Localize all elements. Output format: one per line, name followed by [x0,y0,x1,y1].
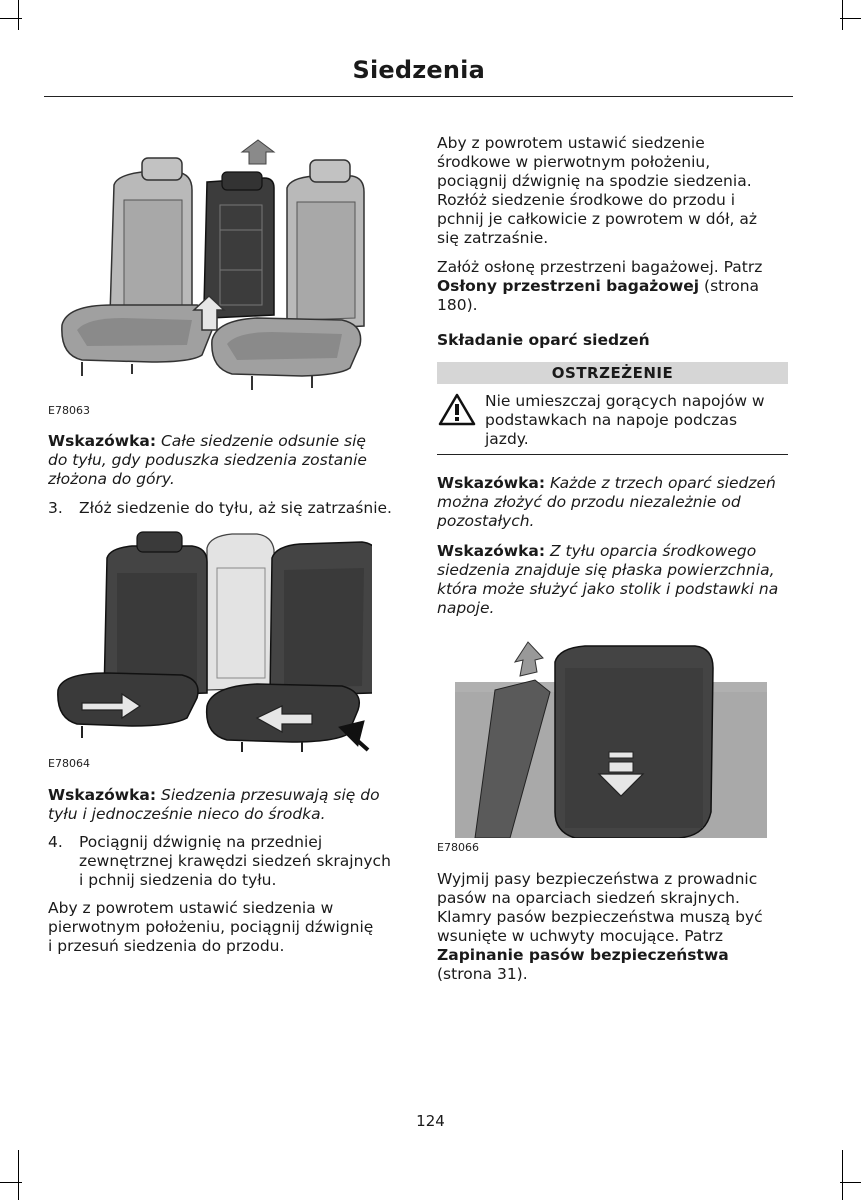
right-paragraph-1-line3: pociągnij dźwignię na spodzie siedzenia. [437,172,752,190]
figure-seats-slide-back [52,528,372,756]
right-paragraph-2 [437,258,797,315]
note-3-prefix: Wskazówka: [437,474,546,492]
warning-triangle-icon [438,393,476,427]
note-1-line1: Całe siedzenie odsunie się [156,432,366,450]
figure-label-2: E78064 [48,757,90,770]
right-paragraph-3-line2: pasów na oparciach siedzeń skrajnych. [437,889,740,907]
right-paragraph-3 [437,870,797,984]
crop-mark-bottom-right-v [842,1150,843,1200]
list-item-3-number: 3. [48,499,63,517]
warning-text [485,392,790,449]
note-3-line1: Każde z trzech oparć siedzeń [545,474,776,492]
note-4-line2: siedzenia znajduje się płaska powierzchnia, [437,561,775,579]
crop-mark-bottom-right-h [840,1182,861,1183]
right-paragraph-3-line6: (strona 31). [437,965,528,983]
warning-line3: jazdy. [485,430,529,448]
note-3-line3: pozostałych. [437,512,535,530]
figure-label-3: E78066 [437,841,479,854]
note-2-prefix: Wskazówka: [48,786,157,804]
left-paragraph-1-line1: Aby z powrotem ustawić siedzenia w [48,899,334,917]
right-paragraph-1-line2: środkowe w pierwotnym położeniu, [437,153,711,171]
warning-line1: Nie umieszczaj gorących napojów w [485,392,765,410]
note-4-line4: napoje. [437,599,495,617]
crop-mark-top-left-h [0,18,22,19]
right-paragraph-1 [437,134,797,248]
note-4-line3: która może służyć jako stolik i podstawki na [437,580,779,598]
note-3 [437,474,797,531]
note-2-line2: tyłu i jednocześnie nieco do środka. [48,805,326,823]
figure-headrest-seatbelt [455,632,767,838]
crop-mark-bottom-left-v [18,1150,19,1200]
right-paragraph-3-line4: wsunięte w uchwyty mocujące. Patrz [437,927,723,945]
list-item-3 [48,499,408,519]
list-item-3-text: Złóż siedzenie do tyłu, aż się zatrzaśnie. [79,499,392,517]
list-item-4-line1: Pociągnij dźwignię na przedniej [79,833,323,851]
page-title: Siedzenia [352,56,485,84]
warning-divider [437,454,788,455]
note-2-line1: Siedzenia przesuwają się do [156,786,380,804]
right-paragraph-1-line6: się zatrzaśnie. [437,229,549,247]
list-item-4-line3: i pchnij siedzenia do tyłu. [79,871,277,889]
warning-title: OSTRZEŻENIE [437,362,788,384]
crop-mark-top-left-v [18,0,19,30]
note-3-line2: można złożyć do przodu niezależnie od [437,493,741,511]
right-paragraph-2-line1: Załóż osłonę przestrzeni bagażowej. Patrz [437,258,763,276]
list-item-4-number: 4. [48,833,63,851]
cargo-cover-link[interactable]: Osłony przestrzeni bagażowej [437,277,700,295]
warning-line2: podstawkach na napoje podczas [485,411,738,429]
right-paragraph-2-after: (strona [699,277,760,295]
right-paragraph-3-line3: Klamry pasów bezpieczeństwa muszą być [437,908,763,926]
crop-mark-top-right-v [842,0,843,30]
note-2 [48,786,408,824]
left-paragraph-1 [48,899,408,956]
note-4-prefix: Wskazówka: [437,542,546,560]
list-item-4-line2: zewnętrznej krawędzi siedzeń skrajnych [79,852,391,870]
right-paragraph-1-line1: Aby z powrotem ustawić siedzenie [437,134,705,152]
figure-seats-cushion-up [52,130,407,402]
figure-label-1: E78063 [48,404,90,417]
seatbelt-link[interactable]: Zapinanie pasów bezpieczeństwa [437,946,729,964]
left-paragraph-1-line3: i przesuń siedzenia do przodu. [48,937,285,955]
right-paragraph-2-line3: 180). [437,296,478,314]
right-paragraph-3-line1: Wyjmij pasy bezpieczeństwa z prowadnic [437,870,758,888]
note-1-line2: do tyłu, gdy poduszka siedzenia zostanie [48,451,367,469]
note-4-line1: Z tyłu oparcia środkowego [545,542,757,560]
header-divider [44,96,793,97]
right-paragraph-1-line5: pchnij je całkowicie z powrotem w dół, aż [437,210,757,228]
section-heading: Składanie oparć siedzeń [437,331,650,349]
note-1-prefix: Wskazówka: [48,432,157,450]
note-4 [437,542,797,618]
list-item-4-text [79,833,391,890]
note-1-line3: złożona do góry. [48,470,175,488]
right-paragraph-1-line4: Rozłóż siedzenie środkowe do przodu i [437,191,736,209]
list-item-4 [48,833,408,893]
crop-mark-bottom-left-h [0,1182,22,1183]
left-paragraph-1-line2: pierwotnym położeniu, pociągnij dźwignię [48,918,374,936]
note-1 [48,432,408,489]
page-number: 124 [416,1112,445,1130]
crop-mark-top-right-h [840,18,861,19]
